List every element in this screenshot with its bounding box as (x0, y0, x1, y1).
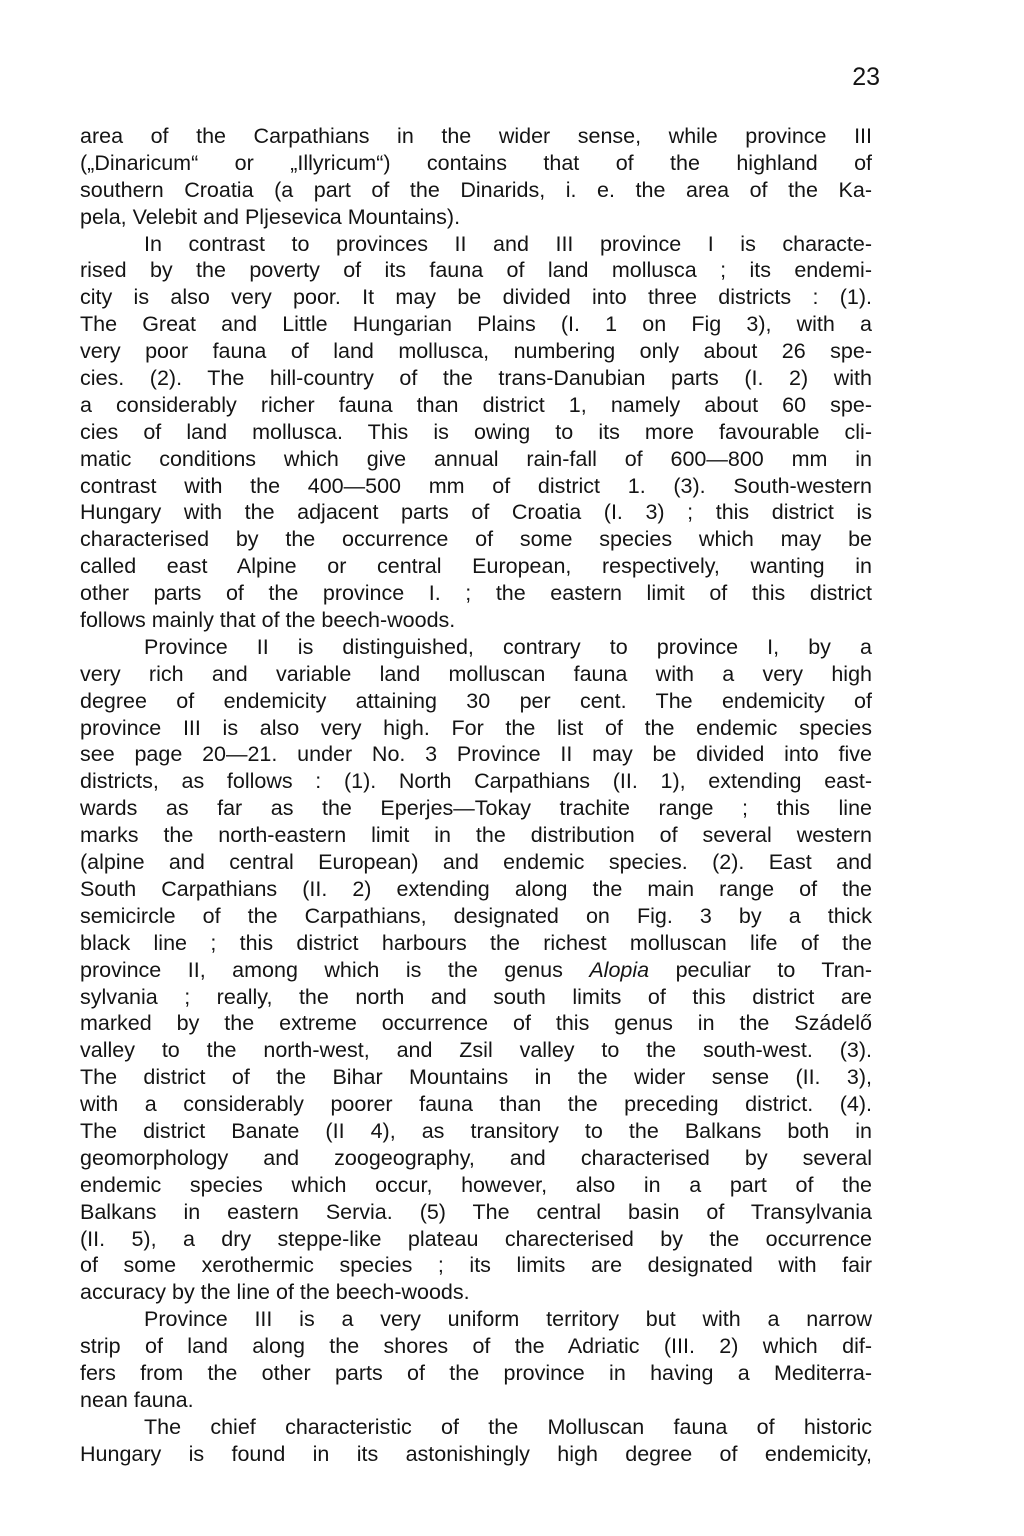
text-line: characterised by the occurrence of some species which may be (80, 527, 872, 552)
text-line: Balkans in eastern Servia. (5) The central basin of Transylvania (80, 1199, 872, 1224)
text-line: province II, among which is the genus Alopia peculiar to Tran- (80, 957, 872, 982)
text-line: (II. 5), a dry steppe-like plateau charecterised by the occurrence (80, 1226, 872, 1251)
text-line: city is also very poor. It may be divided into three districts : (1). (80, 285, 872, 310)
text-line: (alpine and central European) and endemic species. (2). East and (80, 850, 872, 875)
text-line: geomorphology and zoogeography, and characterised by several (80, 1145, 872, 1170)
text-line: rised by the poverty of its fauna of land mollusca ; its endemi- (80, 258, 872, 283)
text-line: cies of land mollusca. This is owing to its more favourable cli- (80, 419, 872, 444)
text-line: marks the north-eastern limit in the distribution of several western (80, 823, 872, 848)
text-line: with a considerably poorer fauna than the preceding district. (4). (80, 1092, 872, 1117)
text-line: other parts of the province I. ; the eastern limit of this district (80, 581, 872, 606)
text-line: province III is also very high. For the list of the endemic species (80, 715, 872, 740)
text-line: sylvania ; really, the north and south limits of this district are (80, 984, 872, 1009)
text-line: The Great and Little Hungarian Plains (I. 1 on Fig 3), with a (80, 312, 872, 337)
text-line: accuracy by the line of the beech-woods. (80, 1280, 470, 1305)
text-line: Province II is distinguished, contrary to province I, by a (144, 634, 872, 659)
text-line: pela, Velebit and Pljesevica Mountains). (80, 204, 461, 229)
text-line: districts, as follows : (1). North Carpathians (II. 1), extending east- (80, 769, 872, 794)
text-line: fers from the other parts of the province in having a Mediterra- (80, 1360, 872, 1385)
text-line: Province III is a very uniform territory but with a narrow (144, 1307, 872, 1332)
body-text (80, 123, 872, 1468)
text-line: marked by the extreme occurrence of this genus in the Szádelő (80, 1011, 872, 1036)
text-line: nean fauna. (80, 1387, 194, 1412)
text-line: valley to the north-west, and Zsil valley to the south-west. (3). (80, 1038, 872, 1063)
text-line: South Carpathians (II. 2) extending along the main range of the (80, 876, 872, 901)
text-line: a considerably richer fauna than district 1, namely about 60 spe- (80, 392, 872, 417)
text-line: very poor fauna of land mollusca, numbering only about 26 spe- (80, 339, 872, 364)
text-line: Hungary with the adjacent parts of Croatia (I. 3) ; this district is (80, 500, 872, 525)
text-line: follows mainly that of the beech-woods. (80, 608, 456, 633)
text-line: The district Banate (II 4), as transitory to the Balkans both in (80, 1118, 872, 1143)
text-line: strip of land along the shores of the Adriatic (III. 2) which dif- (80, 1334, 872, 1359)
text-line: of some xerothermic species ; its limits are designated with fair (80, 1253, 872, 1278)
text-line: degree of endemicity attaining 30 per cent. The endemicity of (80, 688, 872, 713)
text-line: wards as far as the Eperjes—Tokay trachite range ; this line (80, 796, 872, 821)
text-line: cies. (2). The hill-country of the trans-Danubian parts (I. 2) with (80, 366, 872, 391)
text-line: The chief characteristic of the Molluscan fauna of historic (144, 1414, 872, 1439)
text-line: black line ; this district harbours the richest molluscan life of the (80, 930, 872, 955)
text-line: matic conditions which give annual rain-fall of 600—800 mm in (80, 446, 872, 471)
text-line: see page 20—21. under No. 3 Province II may be divided into five (80, 742, 872, 767)
text-line: Hungary is found in its astonishingly high degree of endemicity, (80, 1441, 872, 1466)
page-number: 23 (852, 63, 880, 91)
text-line: endemic species which occur, however, also in a part of the (80, 1172, 872, 1197)
text-line: semicircle of the Carpathians, designated on Fig. 3 by a thick (80, 903, 872, 928)
text-line: In contrast to provinces II and III province I is characte- (144, 231, 872, 256)
text-line: The district of the Bihar Mountains in the wider sense (II. 3), (80, 1065, 872, 1090)
text-line: called east Alpine or central European, respectively, wanting in (80, 554, 872, 579)
text-line: southern Croatia (a part of the Dinarids, i. e. the area of the Ka- (80, 177, 872, 202)
text-line: area of the Carpathians in the wider sense, while province III (80, 124, 872, 148)
text-line: („Dinaricum“ or „Illyricum“) contains that of the highland of (80, 150, 872, 175)
genus-name: Alopia (589, 957, 650, 982)
text-line: contrast with the 400—500 mm of district 1. (3). South-western (80, 473, 872, 498)
text-line: very rich and variable land molluscan fauna with a very high (80, 661, 872, 686)
